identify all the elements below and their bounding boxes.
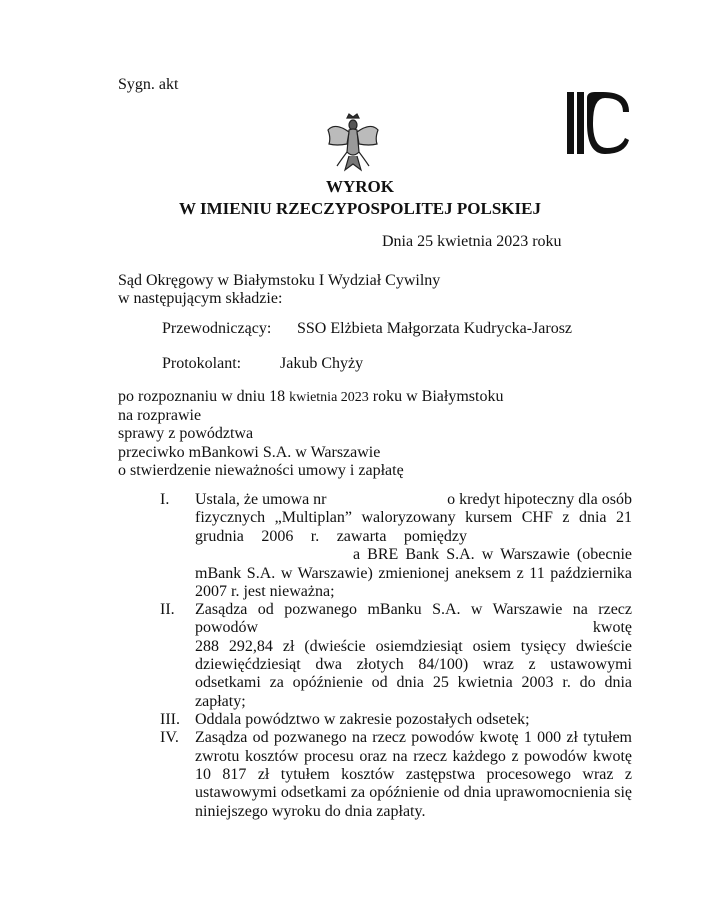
item-number: II. (160, 601, 175, 618)
item-line: niniejszego wyroku do dnia zapłaty. (195, 803, 426, 820)
item-line: ustawowymi odsetkami za opóźnienie od dnia uprawomocnienia się (195, 784, 632, 801)
hearing-month-year: kwietnia 2023 (289, 390, 369, 405)
intro-line-2: na rozprawie (118, 407, 202, 424)
item-line: Zasądza od pozwanego mBanku S.A. w Warszawie na rzecz (195, 601, 632, 618)
chair-label: Przewodniczący: (162, 320, 272, 337)
item-text: Ustala, że umowa nr (195, 491, 327, 508)
item-text: kwotę (592, 619, 632, 636)
item-number: IV. (160, 729, 179, 746)
intro-line-4: przeciwko mBankowi S.A. w Warszawie (118, 444, 381, 461)
item-line: grudnia 2006 r. zawarta pomiędzy (195, 528, 467, 545)
item-line: zwrotu kosztów procesu oraz na rzecz każdego z powodów kwotę (195, 748, 632, 765)
item-text: o kredyt hipoteczny dla osób (447, 491, 632, 508)
item-number: I. (160, 491, 170, 508)
item-line: 2007 r. jest nieważna; (195, 583, 335, 600)
hearing-day: po rozpoznaniu w dniu 18 (118, 388, 286, 405)
document-subtitle: W IMIENIU RZECZYPOSPOLITEJ POLSKIEJ (179, 199, 541, 218)
item-line: mBank S.A. w Warszawie) zmienionej aneksem z 11 października (195, 565, 632, 582)
composition-intro: w następującym składzie: (118, 290, 283, 307)
case-signature-label: Sygn. akt (118, 76, 179, 93)
item-line: Zasądza od pozwanego na rzecz powodów kwotę 1 000 zł tytułem (195, 729, 632, 746)
intro-line-5: o stwierdzenie nieważności umowy i zapłatę (118, 462, 404, 479)
item-number: III. (160, 711, 180, 728)
polish-eagle-emblem-icon (325, 112, 381, 174)
item-line: 10 817 zł tytułem kosztów zastępstwa procesowego wraz z (195, 766, 632, 783)
logo-icon (565, 90, 633, 156)
item-line: dziewięćdziesiąt dwa złotych 84/100) wraz z ustawowymi (195, 656, 632, 673)
court-name: Sąd Okręgowy w Białymstoku I Wydział Cywilny (118, 272, 441, 289)
document-title: WYROK (326, 177, 394, 196)
intro-hearing-line (118, 388, 503, 407)
item-line: fizycznych „Multiplan” waloryzowany kursem CHF z dnia 21 (195, 509, 632, 526)
item-line: 288 292,84 zł (dwieście osiemdziesiąt osiem tysięcy dwieście (195, 638, 632, 655)
judgment-date: Dnia 25 kwietnia 2023 roku (382, 233, 562, 250)
item-line: zapłaty; (195, 693, 246, 710)
item-line: Oddala powództwo w zakresie pozostałych odsetek; (195, 711, 530, 728)
item-text: powodów (195, 619, 259, 636)
clerk-label: Protokolant: (162, 355, 242, 372)
hearing-place: roku w Białymstoku (372, 388, 504, 405)
item-line (195, 619, 632, 637)
item-line: a BRE Bank S.A. w Warszawie (obecnie (353, 546, 632, 563)
chair-name: SSO Elżbieta Małgorzata Kudrycka-Jarosz (297, 320, 573, 337)
clerk-name: Jakub Chyży (280, 355, 364, 372)
item-line: odsetkami za opóźnienie od dnia 25 kwietnia 2003 r. do dnia (195, 674, 632, 691)
item-line (195, 491, 632, 509)
intro-line-3: sprawy z powództwa (118, 425, 254, 442)
